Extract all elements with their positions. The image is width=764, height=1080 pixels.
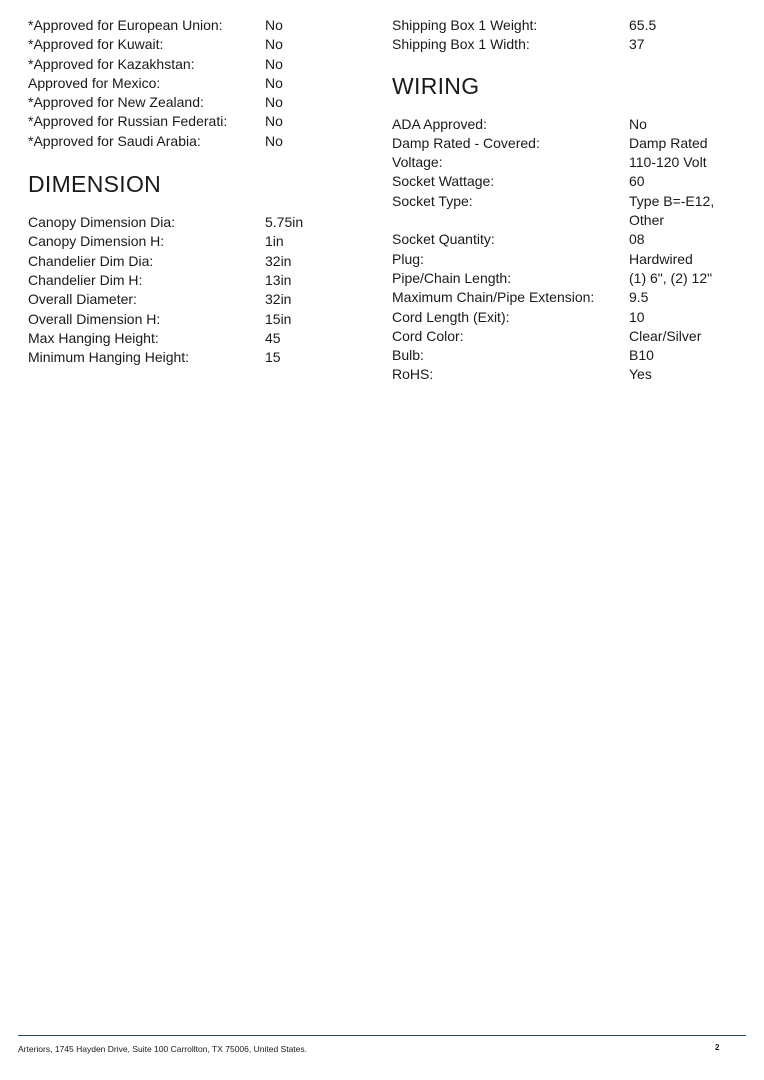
- spec-label: ADA Approved:: [392, 115, 487, 132]
- spec-label: RoHS:: [392, 366, 434, 383]
- spec-label: Chandelier Dim Dia:: [28, 252, 154, 269]
- spec-value: Type B=-E12,: [629, 192, 715, 209]
- spec-value: 32in: [265, 291, 292, 308]
- spec-value: 45: [265, 329, 281, 346]
- spec-label: Cord Color:: [392, 327, 464, 344]
- spec-value: No: [629, 115, 647, 132]
- spec-label: Damp Rated - Covered:: [392, 134, 540, 151]
- spec-value: 13in: [265, 271, 292, 288]
- spec-value: B10: [629, 347, 654, 364]
- spec-label: Socket Type:: [392, 192, 473, 209]
- spec-label: Canopy Dimension H:: [28, 233, 165, 250]
- spec-label: *Approved for Kazakhstan:: [28, 55, 195, 72]
- spec-value: Damp Rated: [629, 134, 708, 151]
- page-number: 2: [715, 1043, 720, 1052]
- spec-row: [392, 134, 742, 153]
- spec-value: Hardwired: [629, 250, 693, 267]
- wiring-heading: WIRING: [392, 72, 480, 99]
- spec-row: [392, 365, 742, 384]
- spec-value: Other: [629, 212, 665, 229]
- wiring-list: [392, 115, 742, 385]
- spec-label: Overall Dimension H:: [28, 310, 161, 327]
- spec-label: *Approved for New Zealand:: [28, 94, 204, 111]
- spec-row: [392, 153, 742, 172]
- spec-value: 08: [629, 231, 645, 248]
- approvals-list: [28, 16, 358, 151]
- spec-value: 10: [629, 308, 645, 325]
- spec-value: No: [265, 94, 283, 111]
- spec-row: [28, 348, 358, 367]
- spec-row: [392, 308, 742, 327]
- spec-value: No: [265, 55, 283, 72]
- spec-label: *Approved for Russian Federati:: [28, 113, 228, 130]
- dimensions-list: [28, 213, 358, 367]
- spec-row: [28, 290, 358, 309]
- spec-row: [28, 310, 358, 329]
- spec-row: [392, 16, 742, 35]
- spec-value: 1in: [265, 233, 284, 250]
- spec-label: Socket Quantity:: [392, 231, 495, 248]
- spec-row: [28, 232, 358, 251]
- spec-value: (1) 6", (2) 12": [629, 269, 713, 286]
- spec-row: [28, 112, 358, 131]
- spec-row: [392, 172, 742, 191]
- spec-row: [28, 252, 358, 271]
- spec-row: [28, 329, 358, 348]
- spec-label: *Approved for Saudi Arabia:: [28, 132, 201, 149]
- spec-value: No: [265, 36, 283, 53]
- spec-value: 15: [265, 349, 281, 366]
- spec-row: [392, 288, 742, 307]
- spec-row: [28, 74, 358, 93]
- spec-row: [28, 93, 358, 112]
- spec-label: Minimum Hanging Height:: [28, 349, 190, 366]
- spec-value: No: [265, 113, 283, 130]
- spec-value: 65.5: [629, 17, 657, 33]
- spec-label: Shipping Box 1 Width:: [392, 36, 530, 53]
- spec-row: [28, 132, 358, 151]
- spec-row: [392, 35, 742, 54]
- spec-row: [392, 211, 742, 230]
- spec-row: [392, 192, 742, 211]
- spec-label: Cord Length (Exit):: [392, 308, 510, 325]
- spec-row: [28, 271, 358, 290]
- spec-value: 32in: [265, 252, 292, 269]
- spec-row: [392, 269, 742, 288]
- spec-value: 5.75in: [265, 214, 304, 231]
- spec-label: [392, 211, 629, 230]
- footer-address: Arteriors, 1745 Hayden Drive, Suite 100 Carrollton, TX 75006, United States.: [18, 1044, 307, 1054]
- spec-value: No: [265, 74, 283, 91]
- spec-value: Clear/Silver: [629, 327, 702, 344]
- spec-label: *Approved for Kuwait:: [28, 36, 164, 53]
- spec-row: [392, 115, 742, 134]
- right-column: [392, 16, 742, 385]
- dimension-heading: DIMENSION: [28, 171, 162, 198]
- spec-row: [392, 230, 742, 249]
- spec-value: 15in: [265, 310, 292, 327]
- spec-value: No: [265, 17, 283, 33]
- left-column: [28, 16, 358, 367]
- spec-value: Yes: [629, 366, 652, 383]
- spec-row: [28, 213, 358, 232]
- spec-label: Socket Wattage:: [392, 173, 495, 190]
- spec-value: No: [265, 132, 283, 149]
- spec-label: Canopy Dimension Dia:: [28, 214, 176, 231]
- spec-row: [28, 35, 358, 54]
- spec-value: 9.5: [629, 289, 649, 306]
- spec-row: [28, 55, 358, 74]
- spec-row: [28, 16, 358, 35]
- spec-label: Approved for Mexico:: [28, 74, 161, 91]
- spec-label: Maximum Chain/Pipe Extension:: [392, 289, 595, 306]
- spec-label: Shipping Box 1 Weight:: [392, 17, 538, 33]
- spec-row: [392, 327, 742, 346]
- spec-value: 37: [629, 36, 645, 53]
- shipping-list: [392, 16, 742, 55]
- spec-value: 110-120 Volt: [629, 154, 707, 171]
- spec-label: Pipe/Chain Length:: [392, 269, 512, 286]
- spec-label: Max Hanging Height:: [28, 329, 159, 346]
- spec-label: Bulb:: [392, 347, 424, 364]
- spec-label: Chandelier Dim H:: [28, 271, 143, 288]
- spec-row: [392, 346, 742, 365]
- footer-divider: [18, 1035, 746, 1036]
- spec-label: Voltage:: [392, 154, 443, 171]
- spec-label: Plug:: [392, 250, 424, 267]
- spec-row: [392, 250, 742, 269]
- spec-label: Overall Diameter:: [28, 291, 137, 308]
- spec-label: *Approved for European Union:: [28, 17, 223, 33]
- spec-value: 60: [629, 173, 645, 190]
